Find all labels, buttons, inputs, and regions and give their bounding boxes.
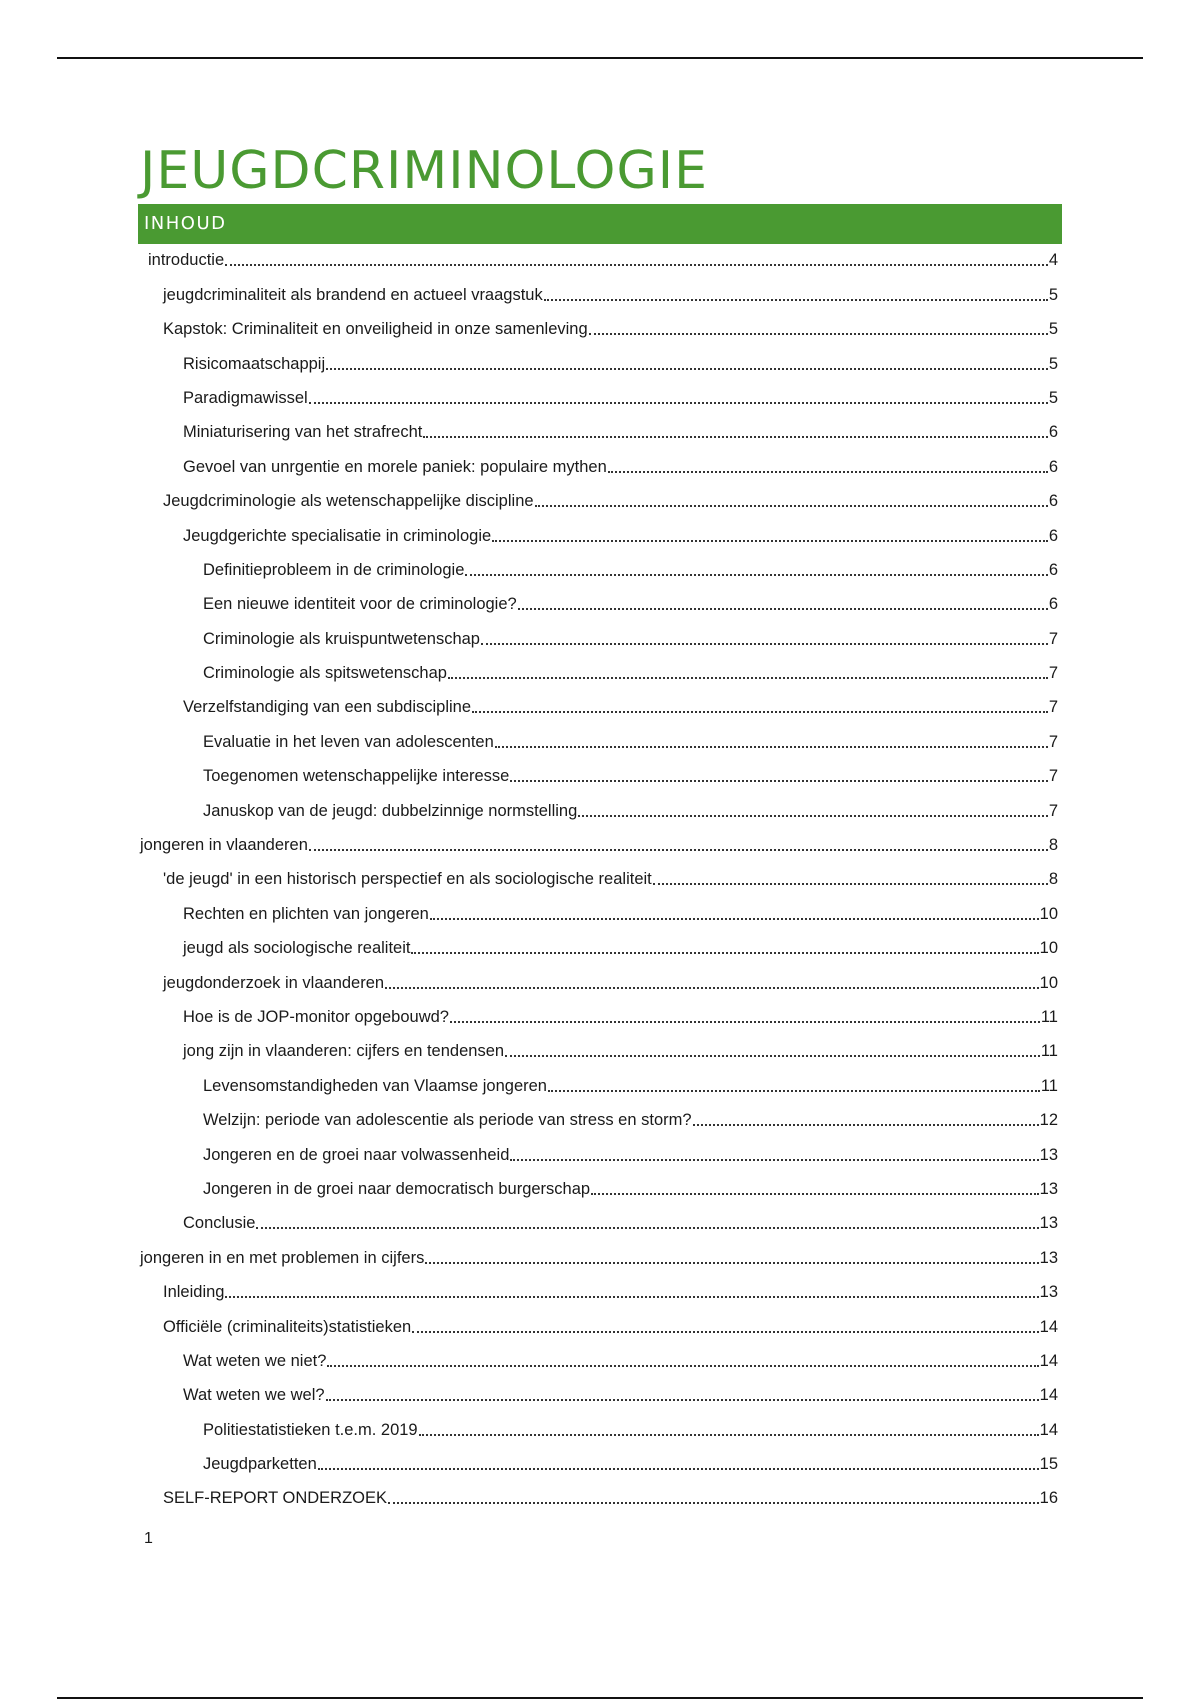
toc-entry-page: 6 [1048,526,1058,545]
toc-entry-page: 8 [1048,836,1058,855]
toc-entry-page: 7 [1048,664,1058,683]
toc-dot-leader [544,299,1048,301]
toc-entry-title: Verzelfstandiging van een subdiscipline [183,698,472,717]
toc-entry-page: 14 [1039,1317,1058,1336]
toc-entry-title: Kapstok: Criminaliteit en onveiligheid in onze samenleving [163,320,588,339]
toc-entry[interactable] [140,584,1058,618]
toc-entry-title: Paradigmawissel [183,388,308,407]
toc-entry-page: 10 [1039,904,1058,923]
toc-entry-title: Jeugdcriminologie als wetenschappelijke discipline [163,492,534,511]
header-rule [57,57,1143,59]
toc-entry[interactable] [140,309,1058,343]
toc-entry-page: 13 [1039,1179,1058,1198]
toc-entry-title: Toegenomen wetenschappelijke interesse [203,767,510,786]
toc-entry-page: 6 [1048,560,1058,579]
toc-dot-leader [653,883,1048,885]
toc-dot-leader [423,436,1047,438]
toc-entry[interactable] [140,1478,1058,1512]
toc-dot-leader [518,608,1048,610]
toc-entry[interactable] [140,1237,1058,1271]
toc-entry-page: 4 [1048,251,1058,270]
toc-entry[interactable] [140,721,1058,755]
toc-dot-leader [448,677,1048,679]
toc-entry-title: Wat weten we wel? [183,1386,325,1405]
toc-entry-title: Wat weten we niet? [183,1351,327,1370]
toc-entry-title: Officiële (criminaliteits)statistieken [163,1317,412,1336]
toc-entry-page: 6 [1048,492,1058,511]
toc-dot-leader [472,711,1048,713]
toc-entry[interactable] [140,412,1058,446]
toc-entry-page: 10 [1039,973,1058,992]
toc-entry-page: 5 [1048,285,1058,304]
toc-entry-title: jeugdcriminaliteit als brandend en actueel vraagstuk [163,285,543,304]
toc-entry-title: Criminologie als kruispuntwetenschap [203,629,480,648]
toc-dot-leader [608,471,1048,473]
toc-entry-title: jeugd als sociologische realiteit [183,939,411,958]
toc-entry[interactable] [140,343,1058,377]
toc-entry-title: Conclusie [183,1214,256,1233]
toc-dot-leader [548,1090,1040,1092]
toc-dot-leader [450,1021,1040,1023]
toc-entry-title: Risicomaatschappij [183,354,326,373]
toc-dot-leader [510,780,1047,782]
toc-entry-page: 6 [1048,457,1058,476]
toc-entry[interactable] [140,1409,1058,1443]
toc-entry[interactable] [140,240,1058,274]
toc-entry[interactable] [140,550,1058,584]
toc-entry[interactable] [140,756,1058,790]
toc-dot-leader [412,1331,1038,1333]
toc-entry-title: Jongeren in de groei naar democratisch burgerschap [203,1179,591,1198]
toc-entry[interactable] [140,515,1058,549]
toc-entry-page: 11 [1040,1042,1058,1061]
toc-entry[interactable] [140,1203,1058,1237]
toc-dot-leader [419,1434,1039,1436]
toc-entry-page: 7 [1048,767,1058,786]
toc-entry-title: Miniaturisering van het strafrecht [183,423,423,442]
toc-dot-leader [481,643,1048,645]
table-of-contents [140,240,1058,1512]
toc-entry[interactable] [140,1444,1058,1478]
toc-dot-leader [425,1262,1038,1264]
toc-entry[interactable] [140,893,1058,927]
toc-entry[interactable] [140,928,1058,962]
toc-dot-leader [225,264,1048,266]
toc-dot-leader [411,952,1038,954]
toc-entry-title: Criminologie als spitswetenschap [203,664,447,683]
toc-entry-title: Evaluatie in het leven van adolescenten [203,732,494,751]
toc-entry[interactable] [140,1306,1058,1340]
toc-entry-page: 7 [1048,732,1058,751]
toc-entry[interactable] [140,825,1058,859]
toc-dot-leader [256,1227,1038,1229]
toc-entry-title: Jongeren en de groei naar volwassenheid [203,1145,510,1164]
toc-entry[interactable] [140,274,1058,308]
toc-entry-page: 7 [1048,801,1058,820]
toc-entry-title: Januskop van de jeugd: dubbelzinnige normstelling [203,801,578,820]
toc-entry-page: 13 [1039,1283,1058,1302]
toc-entry[interactable] [140,481,1058,515]
toc-entry[interactable] [140,653,1058,687]
toc-entry[interactable] [140,1169,1058,1203]
toc-entry-page: 11 [1040,1007,1058,1026]
toc-entry-page: 15 [1039,1455,1058,1474]
toc-entry[interactable] [140,962,1058,996]
toc-entry-page: 5 [1048,320,1058,339]
toc-dot-leader [430,918,1039,920]
toc-entry[interactable] [140,1272,1058,1306]
toc-entry[interactable] [140,1341,1058,1375]
toc-entry[interactable] [140,378,1058,412]
toc-entry-title: SELF-REPORT ONDERZOEK [163,1489,388,1508]
toc-entry[interactable] [140,997,1058,1031]
toc-entry[interactable] [140,687,1058,721]
toc-entry[interactable] [140,790,1058,824]
toc-dot-leader [309,849,1048,851]
toc-entry[interactable] [140,1100,1058,1134]
toc-entry-title: Jeugdparketten [203,1455,317,1474]
toc-entry-page: 6 [1048,595,1058,614]
toc-entry-page: 5 [1048,388,1058,407]
toc-entry-page: 7 [1048,629,1058,648]
toc-dot-leader [309,402,1048,404]
toc-entry-page: 13 [1039,1214,1058,1233]
toc-entry-title: Inleiding [163,1283,225,1302]
toc-entry-title: Rechten en plichten van jongeren [183,904,429,923]
toc-entry[interactable] [140,1375,1058,1409]
toc-dot-leader [505,1055,1040,1057]
toc-entry-page: 11 [1040,1076,1058,1095]
toc-dot-leader [465,574,1047,576]
toc-entry-title: Politiestatistieken t.e.m. 2019 [203,1420,418,1439]
toc-dot-leader [492,540,1048,542]
toc-entry-page: 8 [1048,870,1058,889]
toc-entry[interactable] [140,859,1058,893]
toc-entry-page: 14 [1039,1351,1058,1370]
toc-dot-leader [327,1365,1038,1367]
toc-dot-leader [578,815,1048,817]
toc-heading-banner [138,204,1062,244]
document-title: JEUGDCRIMINOLOGIE [140,141,708,201]
toc-entry-title: introductie [148,251,225,270]
page-number: 1 [144,1530,153,1547]
toc-entry-title: jongeren in vlaanderen [140,836,308,855]
toc-dot-leader [589,333,1048,335]
toc-entry-page: 6 [1048,423,1058,442]
toc-dot-leader [326,368,1048,370]
toc-entry-title: Levensomstandigheden van Vlaamse jongeren [203,1076,547,1095]
toc-dot-leader [510,1159,1038,1161]
toc-entry-page: 14 [1039,1420,1058,1439]
toc-entry-page: 7 [1048,698,1058,717]
toc-entry-page: 12 [1039,1111,1058,1130]
toc-entry-page: 13 [1039,1145,1058,1164]
toc-dot-leader [693,1124,1039,1126]
toc-entry-title: 'de jeugd' in een historisch perspectief en als sociologische realiteit [163,870,652,889]
toc-entry[interactable] [140,446,1058,480]
toc-entry-page: 13 [1039,1248,1058,1267]
toc-dot-leader [388,1502,1039,1504]
toc-entry[interactable] [140,618,1058,652]
toc-dot-leader [495,746,1048,748]
toc-entry-title: Gevoel van unrgentie en morele paniek: populaire mythen [183,457,607,476]
toc-entry-title: jongeren in en met problemen in cijfers [140,1248,425,1267]
toc-entry-page: 5 [1048,354,1058,373]
toc-heading: INHOUD [144,213,227,234]
toc-dot-leader [535,505,1048,507]
toc-entry-title: Hoe is de JOP-monitor opgebouwd? [183,1007,449,1026]
toc-dot-leader [326,1399,1039,1401]
toc-entry-page: 14 [1039,1386,1058,1405]
toc-entry-title: Definitieprobleem in de criminologie [203,560,465,579]
footer-rule [57,1697,1143,1699]
toc-entry[interactable] [140,1134,1058,1168]
toc-dot-leader [591,1193,1039,1195]
toc-dot-leader [318,1468,1039,1470]
toc-entry-title: Een nieuwe identiteit voor de criminologie? [203,595,517,614]
toc-dot-leader [225,1296,1038,1298]
toc-entry-page: 10 [1039,939,1058,958]
toc-entry-title: jeugdonderzoek in vlaanderen [163,973,385,992]
toc-entry-title: Welzijn: periode van adolescentie als periode van stress en storm? [203,1111,692,1130]
toc-entry-title: jong zijn in vlaanderen: cijfers en tendensen [183,1042,505,1061]
toc-dot-leader [385,987,1039,989]
toc-entry-page: 16 [1039,1489,1058,1508]
toc-entry[interactable] [140,1065,1058,1099]
toc-entry-title: Jeugdgerichte specialisatie in criminologie [183,526,492,545]
toc-entry[interactable] [140,1031,1058,1065]
